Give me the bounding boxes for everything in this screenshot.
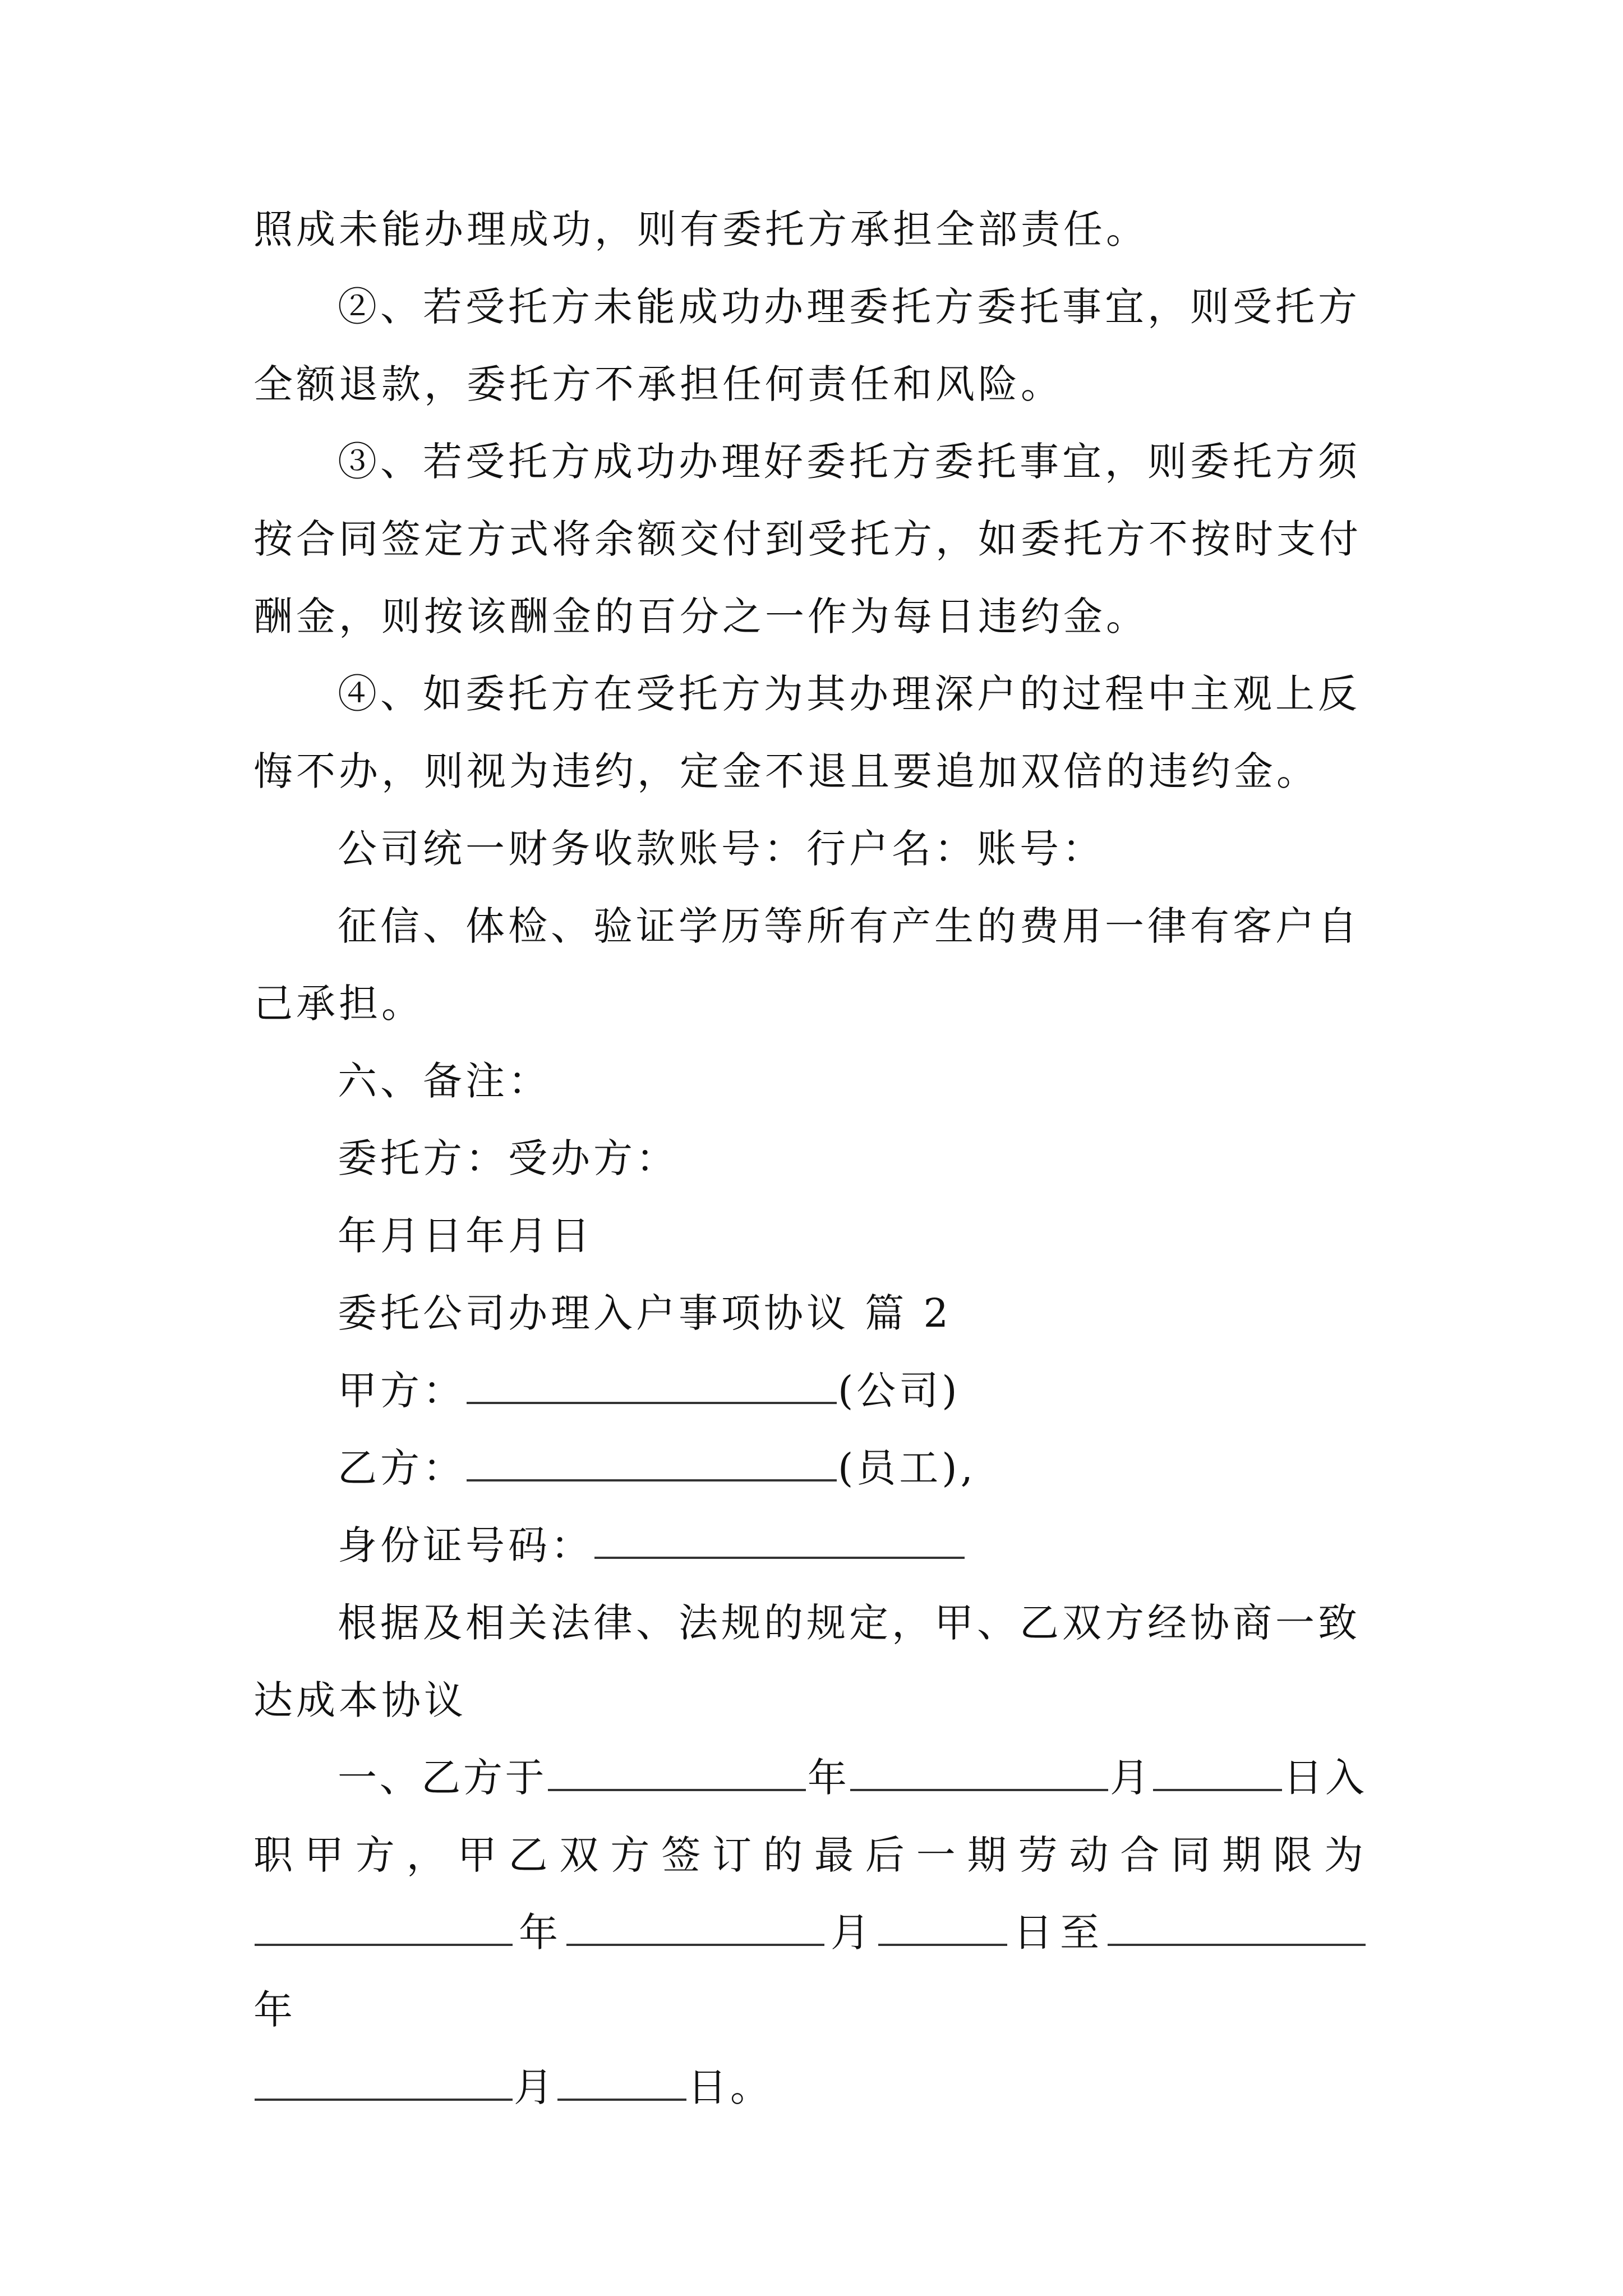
clause-3-line-3: 酬金，则按该酬金的百分之一作为每日违约金。	[253, 593, 1149, 639]
clause-2-line-1: ②、若受托方未能成功办理委托方委托事宜，则受托方	[338, 284, 1361, 330]
end-month-label: 月	[514, 2064, 556, 2110]
remarks-heading: 六、备注：	[338, 1058, 551, 1104]
end-day-blank	[557, 2064, 686, 2101]
clause-1-line-2: 职甲方，甲乙双方签订的最后一期劳动合同期限为	[253, 1832, 1367, 1878]
fees-line-2: 己承担。	[253, 981, 424, 1027]
party-a-suffix: (公司)	[838, 1368, 961, 1414]
join-day-blank	[1153, 1754, 1282, 1791]
paragraph-continuation: 照成未能办理成功，则有委托方承担全部责任。	[253, 206, 1149, 252]
id-number-line	[253, 1507, 1367, 1584]
clause-1-line-3	[253, 1894, 1367, 2049]
join-day-label: 日入	[1283, 1755, 1367, 1801]
party-b-blank	[467, 1444, 837, 1481]
join-year-blank	[548, 1754, 806, 1791]
end-year-blank	[1108, 1909, 1366, 1946]
basis-line-2: 达成本协议	[253, 1677, 467, 1723]
end-day-label: 日。	[688, 2064, 773, 2110]
join-month-blank	[850, 1754, 1108, 1791]
clause-3-line-2: 按合同签定方式将余额交付到受托方，如委托方不按时支付	[253, 516, 1362, 562]
parties-signature-line: 委托方：受办方：	[338, 1135, 679, 1181]
section-title: 委托公司办理入户事项协议 篇 2	[338, 1290, 952, 1336]
clause-3-line-1: ③、若受托方成功办理好委托方委托事宜，则委托方须	[338, 439, 1361, 485]
clause-4-line-1: ④、如委托方在受托方为其办理深户的过程中主观上反	[338, 671, 1361, 717]
clause-4-line-2: 悔不办，则视为违约，定金不退且要追加双倍的违约金。	[253, 748, 1319, 794]
party-a-label: 甲方：	[338, 1368, 465, 1414]
clause-2-line-2: 全额退款，委托方不承担任何责任和风险。	[253, 361, 1063, 407]
party-a-line	[253, 1352, 1367, 1429]
clause-1-line-1	[253, 1739, 1367, 1816]
document-body	[253, 0, 1367, 2126]
party-b-line	[253, 1429, 1367, 1507]
id-number-label: 身份证号码：	[338, 1522, 593, 1568]
basis-line-1: 根据及相关法律、法规的规定，甲、乙双方经协商一致	[338, 1600, 1361, 1646]
clause-1-line-4	[253, 2049, 1367, 2126]
party-a-blank	[467, 1367, 837, 1404]
end-month-blank	[255, 2064, 513, 2101]
start-year-label: 年	[514, 1910, 565, 1955]
start-year-blank	[255, 1909, 513, 1946]
party-b-label: 乙方：	[338, 1445, 465, 1491]
join-month-label: 月	[1109, 1755, 1152, 1801]
id-number-blank	[594, 1522, 965, 1559]
party-b-suffix: (员工),	[838, 1445, 976, 1491]
start-day-label: 日至	[1008, 1910, 1106, 1955]
start-month-label: 月	[826, 1910, 877, 1955]
join-year-label: 年	[807, 1755, 850, 1801]
signature-dates: 年月日年月日	[338, 1213, 593, 1259]
end-year-label: 年	[253, 1987, 295, 2033]
account-info: 公司统一财务收款账号：行户名：账号：	[338, 826, 1105, 872]
clause-1-prefix: 一、乙方于	[338, 1755, 547, 1801]
fees-line-1: 征信、体检、验证学历等所有产生的费用一律有客户自	[338, 903, 1361, 949]
start-month-blank	[566, 1909, 824, 1946]
start-day-blank	[878, 1909, 1007, 1946]
